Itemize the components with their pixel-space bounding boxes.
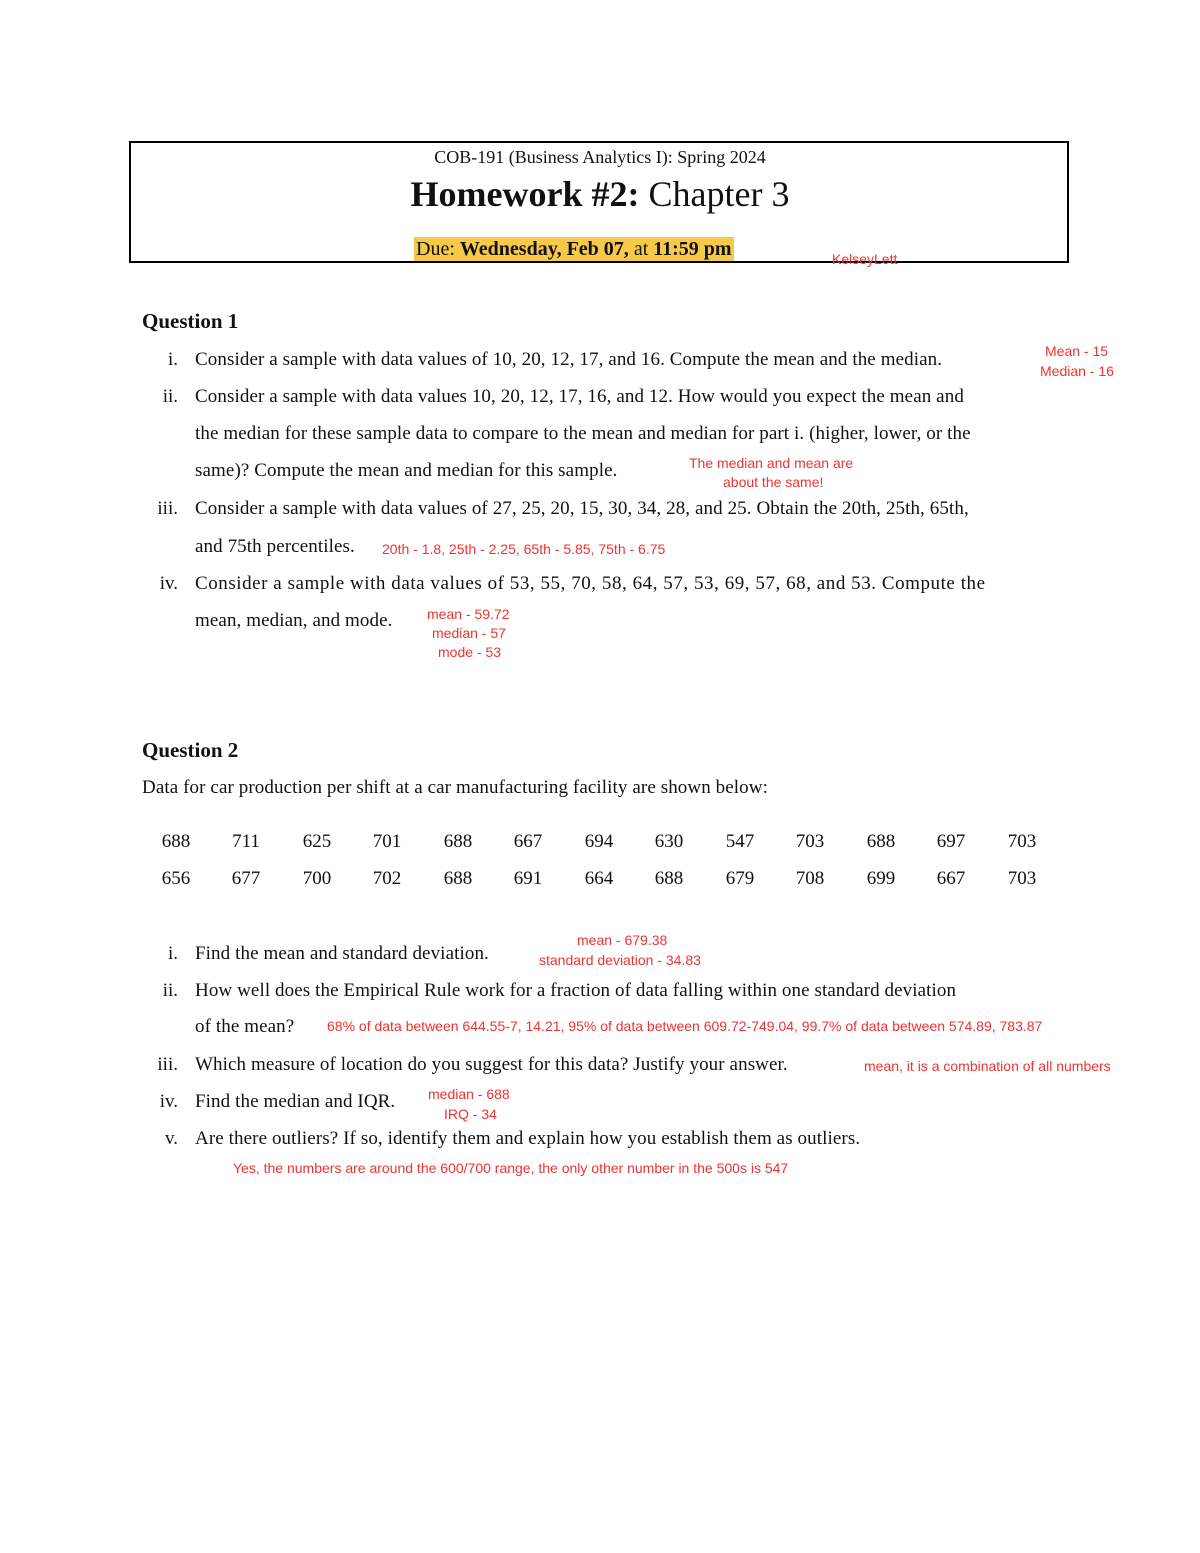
q1-answer-iii: 20th - 1.8, 25th - 2.25, 65th - 5.85, 75th - 6.75: [382, 541, 666, 557]
due-prefix: Due:: [416, 238, 460, 260]
data-cell: 703: [1007, 868, 1037, 889]
q2-item-ii-line: of the mean?: [195, 1016, 295, 1037]
due-date: Wednesday, Feb 07,: [459, 238, 629, 260]
data-cell: 656: [161, 868, 191, 889]
data-cell: 688: [654, 868, 684, 889]
data-cell: 694: [584, 831, 614, 852]
q2-answer-v: Yes, the numbers are around the 600/700 range, the only other number in the 500s is 547: [233, 1160, 789, 1176]
data-cell: 703: [1007, 831, 1037, 852]
q2-item-ii-line: How well does the Empirical Rule work for a fraction of data falling within one standard deviation: [195, 980, 957, 1001]
q2-answer-i-line: standard deviation - 34.83: [539, 952, 701, 968]
q1-answer-iv-line: mode - 53: [438, 644, 502, 660]
q2-item-num: iii.: [157, 1054, 178, 1075]
data-cell: 625: [302, 831, 332, 852]
q1-answer-iv-line: median - 57: [432, 625, 506, 641]
q1-item-iv-line: mean, median, and mode.: [195, 610, 393, 631]
q2-item-iv-text: Find the median and IQR.: [195, 1091, 396, 1112]
q1-answer-iv-line: mean - 59.72: [427, 606, 510, 622]
data-cell: 701: [372, 831, 402, 852]
q2-item-num: i.: [167, 943, 178, 964]
data-cell: 677: [231, 868, 261, 889]
q1-item-num: ii.: [162, 386, 178, 407]
data-cell: 688: [443, 831, 473, 852]
student-name: KelseyLett: [832, 251, 898, 267]
q2-answer-ii: 68% of data between 644.55-7, 14.21, 95% of data between 609.72-749.04, 99.7% of data between 574.89, 783.87: [327, 1018, 1043, 1034]
question-2-heading: Question 2: [142, 738, 239, 762]
data-cell: 667: [936, 868, 966, 889]
q1-item-iii-line: Consider a sample with data values of 27, 25, 20, 15, 30, 34, 28, and 25. Obtain the 20th, 25th, 65th,: [195, 498, 969, 519]
data-cell: 699: [866, 868, 896, 889]
data-cell: 700: [302, 868, 332, 889]
q1-answer-i-line: Median - 16: [1040, 363, 1114, 379]
homework-number: Homework #2:: [410, 174, 640, 214]
q1-item-iii-line: and 75th percentiles.: [195, 536, 355, 557]
data-cell: 711: [232, 831, 260, 852]
q1-item-num: i.: [167, 349, 178, 370]
data-cell: 702: [372, 868, 402, 889]
q1-item-num: iv.: [159, 573, 178, 594]
q1-answer-ii-line: The median and mean are: [689, 455, 854, 471]
data-cell: 691: [513, 868, 543, 889]
due-date-highlight: [414, 237, 734, 261]
data-cell: 688: [161, 831, 191, 852]
course-title: COB-191 (Business Analytics I): Spring 2024: [434, 147, 766, 167]
data-cell: 688: [443, 868, 473, 889]
q2-answer-iv-line: IRQ - 34: [444, 1106, 497, 1122]
data-cell: 630: [654, 831, 684, 852]
q1-answer-i-line: Mean - 15: [1045, 343, 1109, 359]
q2-intro: Data for car production per shift at a car manufacturing facility are shown below:: [142, 777, 768, 798]
q1-item-num: iii.: [157, 498, 178, 519]
q2-item-num: ii.: [162, 980, 178, 1001]
due-at: at: [628, 238, 654, 260]
q1-item-i-text: Consider a sample with data values of 10, 20, 12, 17, and 16. Compute the mean and the median.: [195, 349, 943, 370]
data-cell: 708: [795, 868, 825, 889]
q2-item-iii-text: Which measure of location do you suggest for this data? Justify your answer.: [195, 1054, 788, 1075]
due-time: 11:59 pm: [653, 238, 732, 260]
q1-answer-ii-line: about the same!: [723, 474, 824, 490]
q2-answer-iii: mean, it is a combination of all numbers: [864, 1058, 1111, 1074]
data-cell: 547: [725, 831, 755, 852]
q1-item-iv-line: Consider a sample with data values of 53, 55, 70, 58, 64, 57, 53, 69, 57, 68, and 53. Compute the: [195, 573, 986, 594]
q2-item-v-text: Are there outliers? If so, identify them and explain how you establish them as outliers.: [195, 1128, 861, 1149]
homework-chapter: Chapter 3: [639, 174, 790, 214]
q2-item-num: iv.: [159, 1091, 178, 1112]
data-cell: 697: [936, 831, 966, 852]
q1-item-ii-line: Consider a sample with data values 10, 20, 12, 17, 16, and 12. How would you expect the mean and: [195, 386, 964, 407]
q1-item-ii-line: the median for these sample data to compare to the mean and median for part i. (higher, lower, or the: [195, 423, 971, 444]
data-cell: 664: [584, 868, 614, 889]
data-cell: 667: [513, 831, 543, 852]
q2-answer-iv-line: median - 688: [428, 1086, 510, 1102]
q2-item-i-text: Find the mean and standard deviation.: [195, 943, 489, 964]
data-cell: 679: [725, 868, 755, 889]
q2-item-num: v.: [164, 1128, 178, 1149]
question-1-heading: Question 1: [142, 309, 239, 333]
data-cell: 688: [866, 831, 896, 852]
data-cell: 703: [795, 831, 825, 852]
q1-item-ii-line: same)? Compute the mean and median for this sample.: [195, 460, 618, 481]
q2-answer-i-line: mean - 679.38: [577, 932, 668, 948]
homework-title: [0, 173, 1200, 215]
